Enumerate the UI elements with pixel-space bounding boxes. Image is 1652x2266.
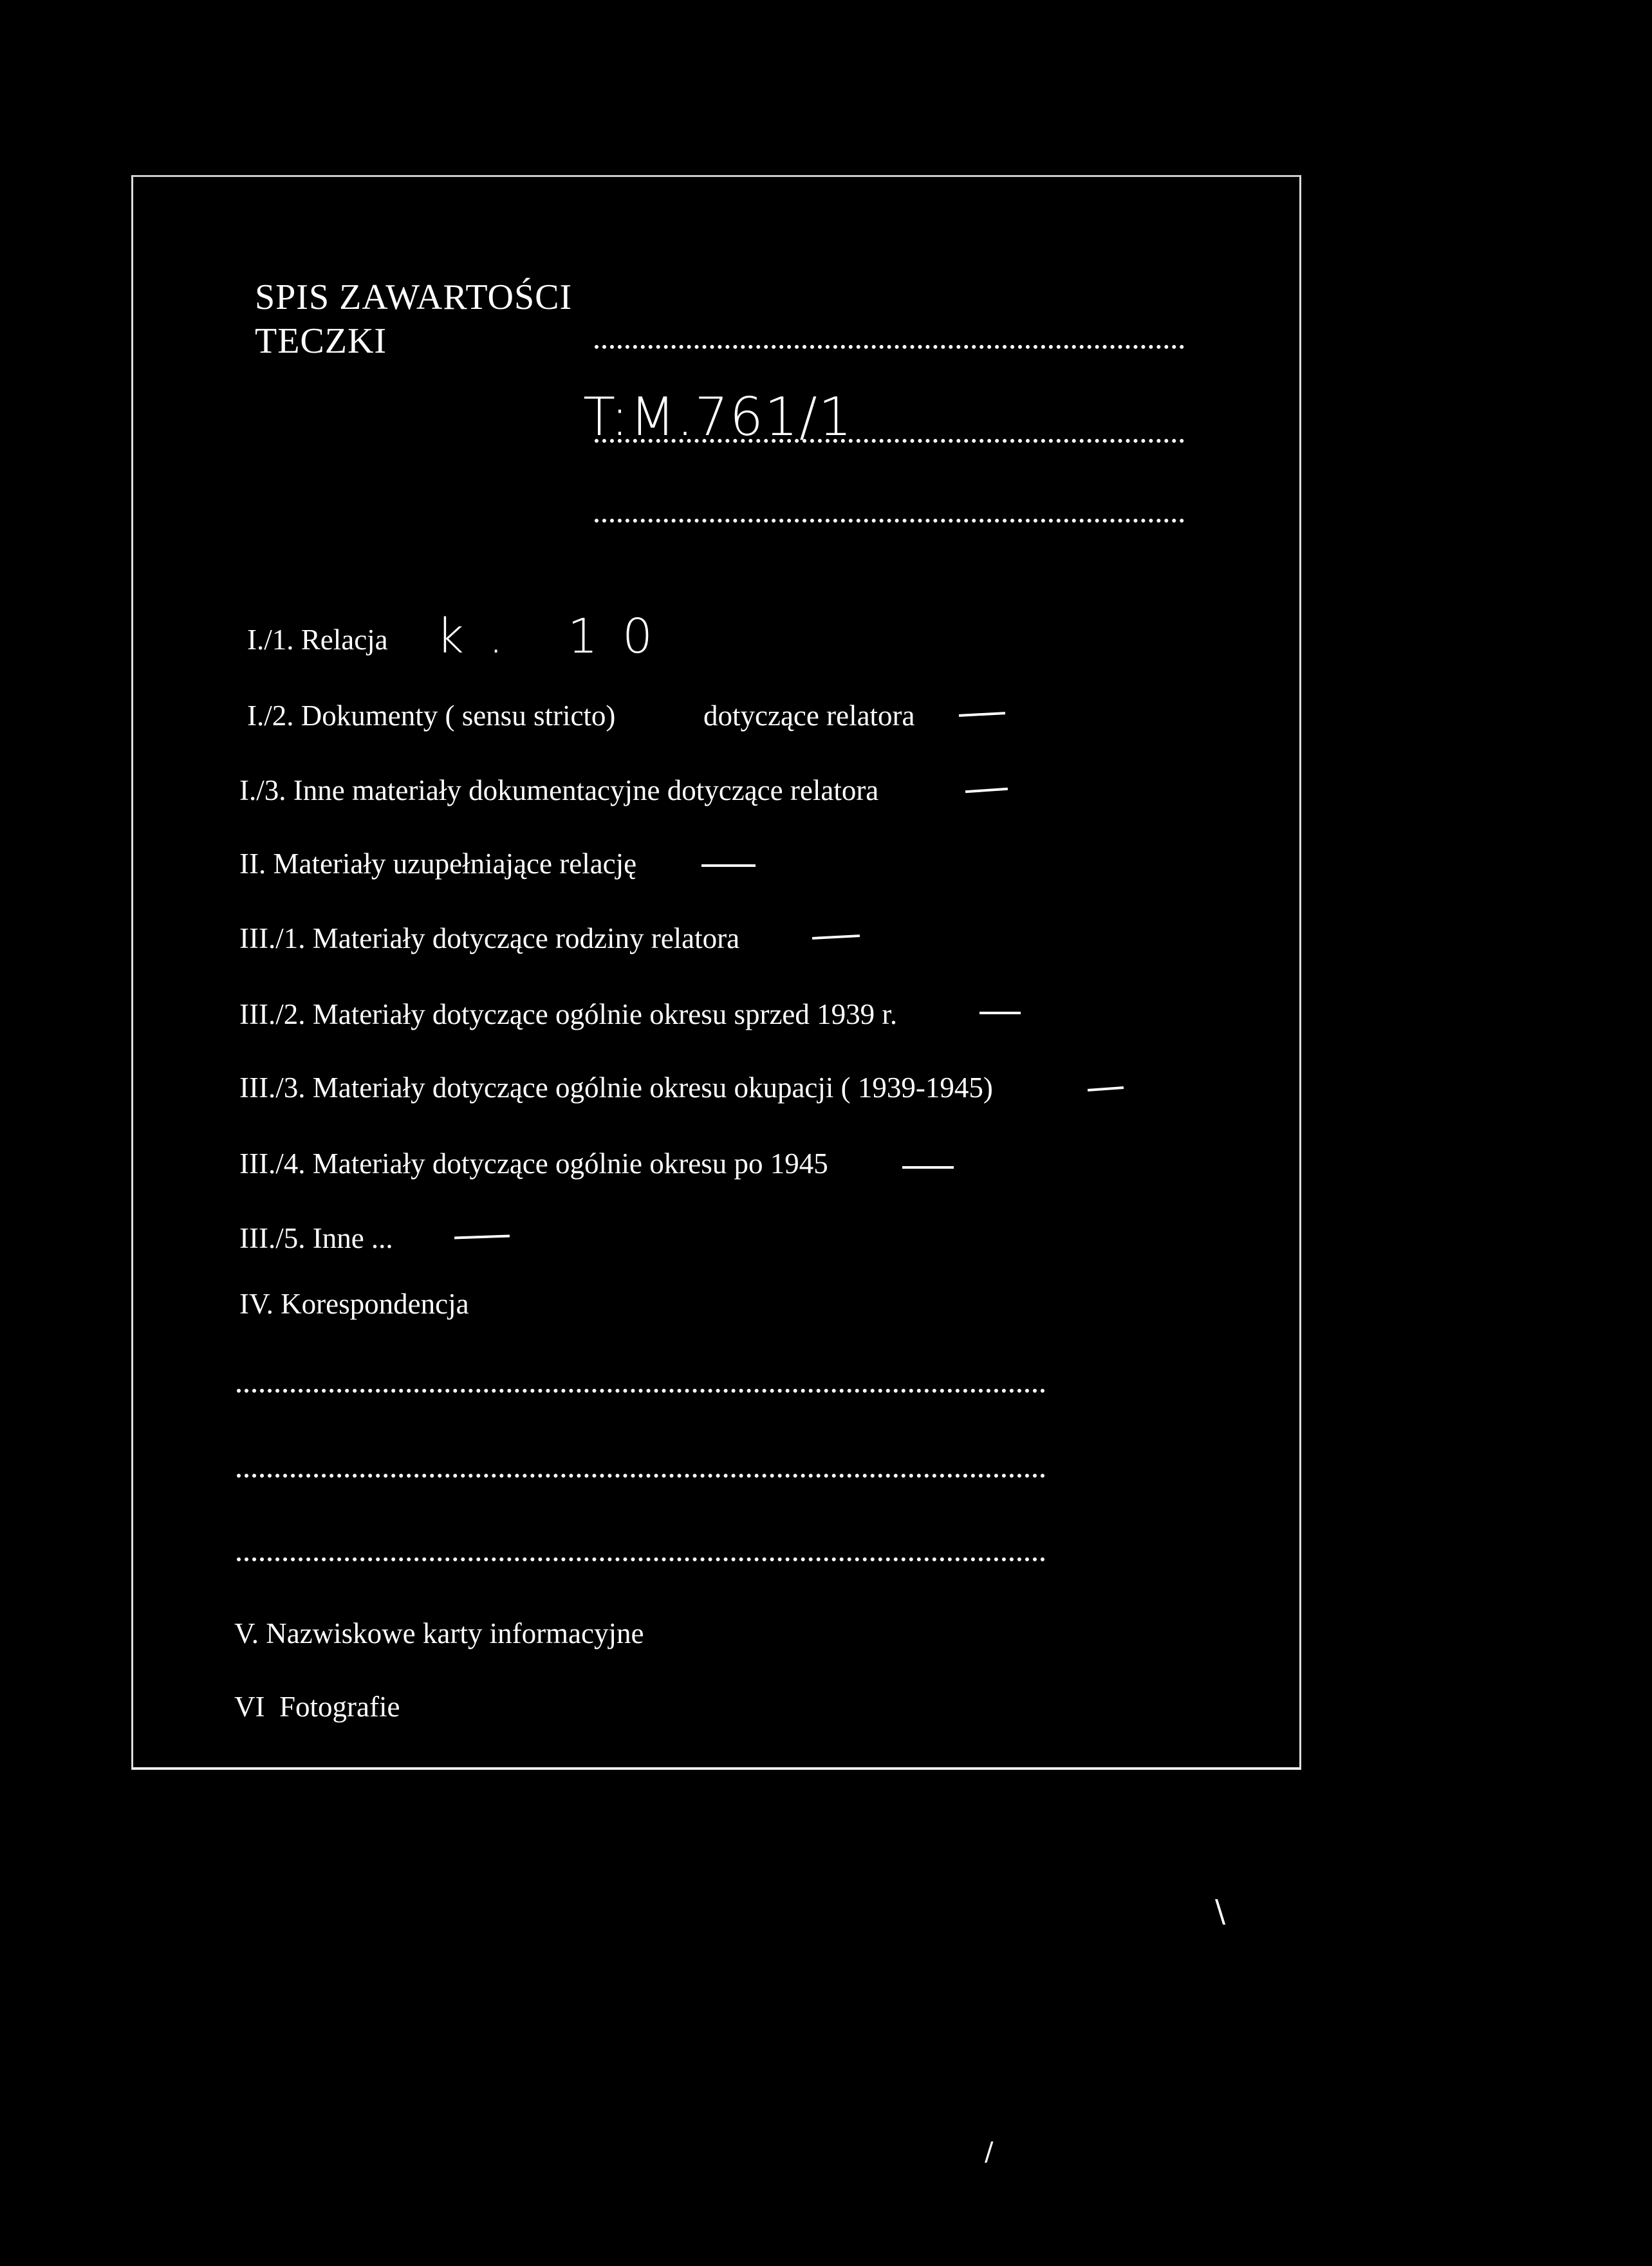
blank-dotted-line-3 xyxy=(237,1474,1045,1478)
blank-dotted-line-2 xyxy=(237,1389,1045,1393)
page-title-line1: SPIS ZAWARTOŚCI xyxy=(255,277,573,317)
teczki-dotted-line xyxy=(595,345,1184,349)
stray-tick-mark: / xyxy=(985,2137,994,2167)
entry-inne: III./5. Inne ... xyxy=(239,1222,393,1254)
page-title-line2: TECZKI xyxy=(255,321,387,361)
dash-mark xyxy=(902,1166,954,1169)
blank-dotted-line-4 xyxy=(237,1557,1045,1561)
stray-slash-mark: \ xyxy=(1215,1893,1226,1929)
entry-okupacji: III./3. Materiały dotyczące ogólnie okresu okupacji ( 1939-1945) xyxy=(239,1072,993,1104)
handwritten-signature: T:M.761/1 xyxy=(583,387,853,448)
entry-karty-informacyjne: V. Nazwiskowe karty informacyjne xyxy=(234,1617,644,1649)
entry-sprzed-1939: III./2. Materiały dotyczące ogólnie okresu sprzed 1939 r. xyxy=(239,998,898,1030)
entry-fotografie: VI Fotografie xyxy=(234,1691,400,1723)
handwritten-page-count: k. 10 xyxy=(436,609,678,664)
entry-korespondencja: IV. Korespondencja xyxy=(239,1288,469,1320)
signature-dotted-line xyxy=(595,439,1184,443)
dash-mark xyxy=(701,864,756,867)
entry-dokumenty: I./2. Dokumenty ( sensu stricto) xyxy=(247,700,616,732)
entry-inne-materialy: I./3. Inne materiały dokumentacyjne dotyczące relatora xyxy=(239,774,879,806)
entry-relacja: I./1. Relacja xyxy=(247,624,388,656)
entry-materialy-uzupelniajace: II. Materiały uzupełniające relację xyxy=(239,848,637,880)
entry-dokumenty-tail: dotyczące relatora xyxy=(703,700,915,732)
blank-dotted-line-1 xyxy=(595,519,1184,523)
entry-po-1945: III./4. Materiały dotyczące ogólnie okresu po 1945 xyxy=(239,1147,828,1180)
entry-rodziny-relatora: III./1. Materiały dotyczące rodziny relatora xyxy=(239,922,740,954)
dash-mark xyxy=(979,1012,1021,1014)
